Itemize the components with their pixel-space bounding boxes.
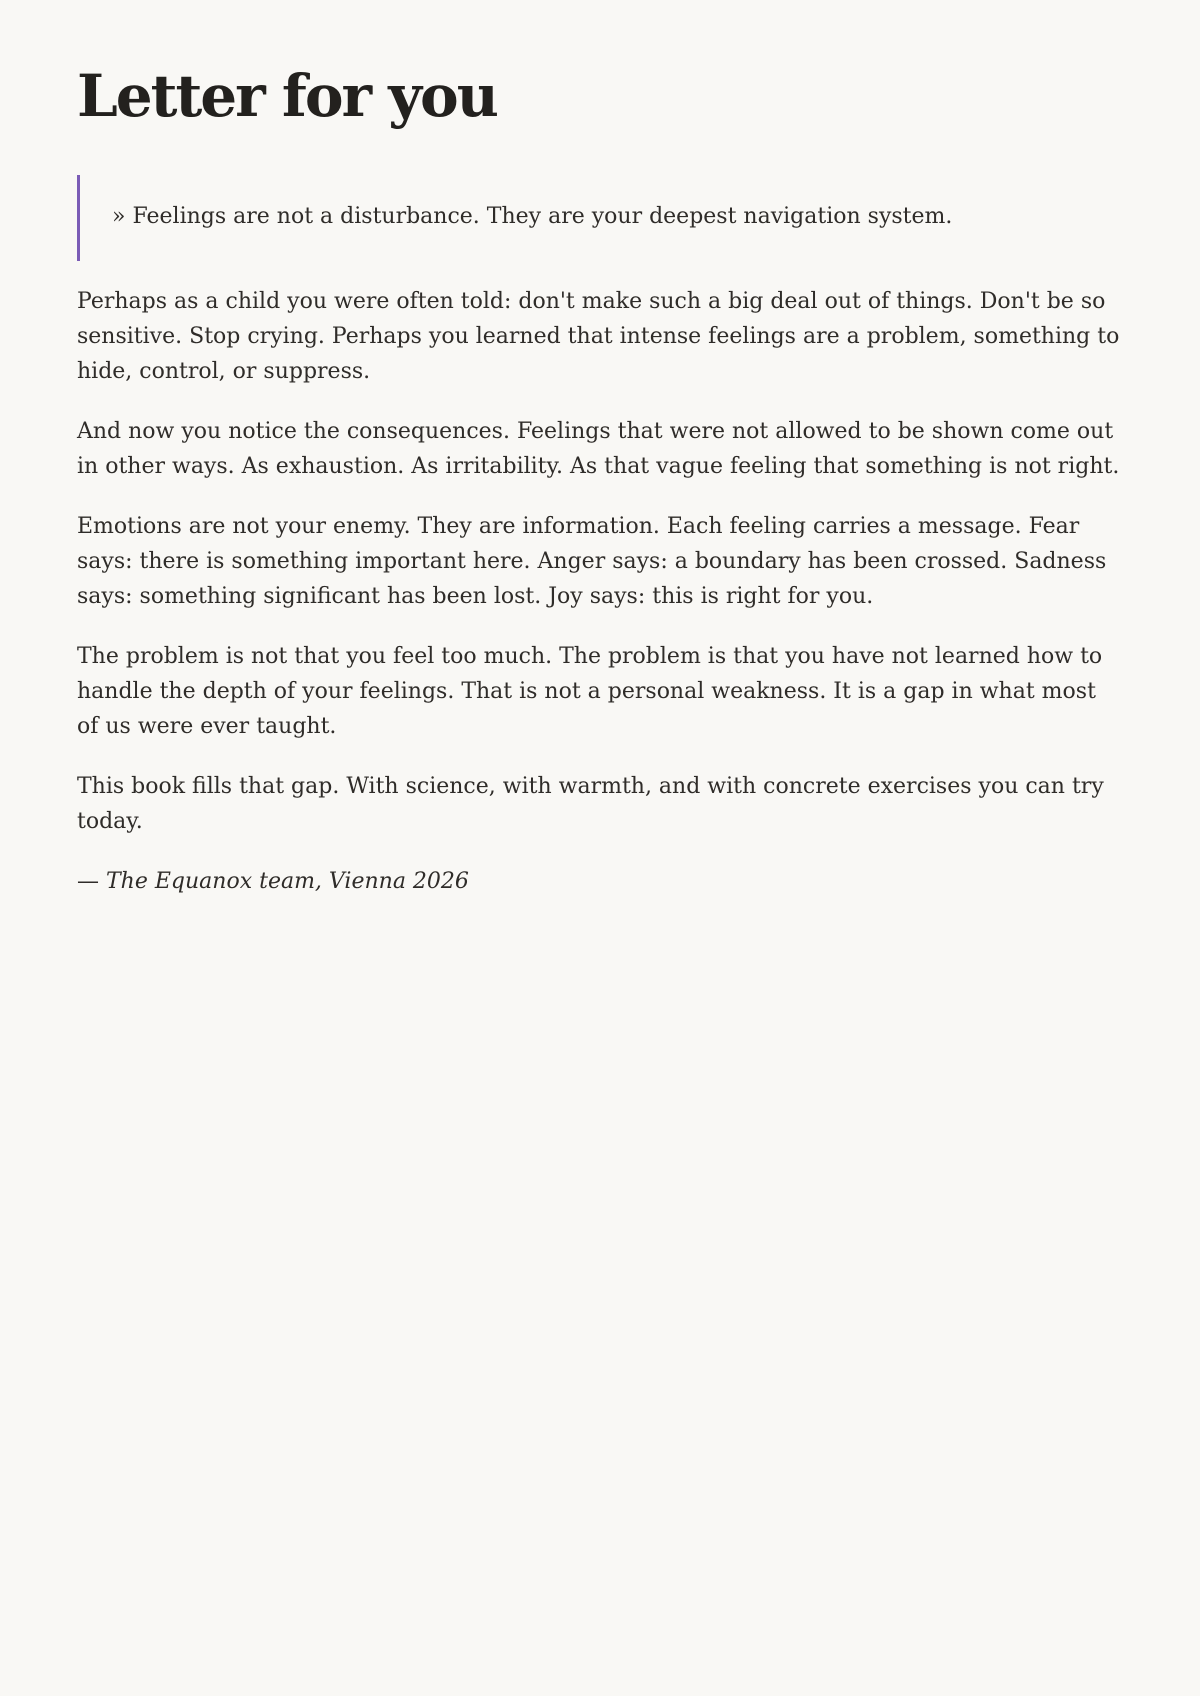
- body-paragraph: This book fills that gap. With science, with warmth, and with concrete exercises you can try today.: [77, 774, 1104, 834]
- letter-body: [77, 284, 1123, 839]
- signature-text: The Equanox team, Vienna 2026: [106, 869, 469, 894]
- signature-dash: —: [77, 869, 99, 894]
- body-paragraph: The problem is not that you feel too much. The problem is that you have not learned how to handle the depth of your feelings. That is not a personal weakness. It is a gap in what most of us were ever taught.: [77, 644, 1103, 739]
- body-paragraph: And now you notice the consequences. Feelings that were not allowed to be shown come out in other ways. As exhaustion. As irritability. As that vague feeling that something is not right.: [77, 419, 1120, 479]
- signature: [77, 864, 1123, 899]
- body-paragraph: Emotions are not your enemy. They are information. Each feeling carries a message. Fear says: there is something important here. Anger says: a boundary has been crossed. Sadness says: something significant has been lost. Joy says: this is right for you.: [77, 514, 1107, 609]
- body-paragraph: Perhaps as a child you were often told: don't make such a big deal out of things. Don't be so sensitive. Stop crying. Perhaps you learned that intense feelings are a problem, something to hide, control, or suppress.: [77, 289, 1120, 384]
- page-title: Letter for you: [77, 62, 497, 130]
- pull-quote: » Feelings are not a disturbance. They are your deepest navigation system.: [77, 175, 1123, 261]
